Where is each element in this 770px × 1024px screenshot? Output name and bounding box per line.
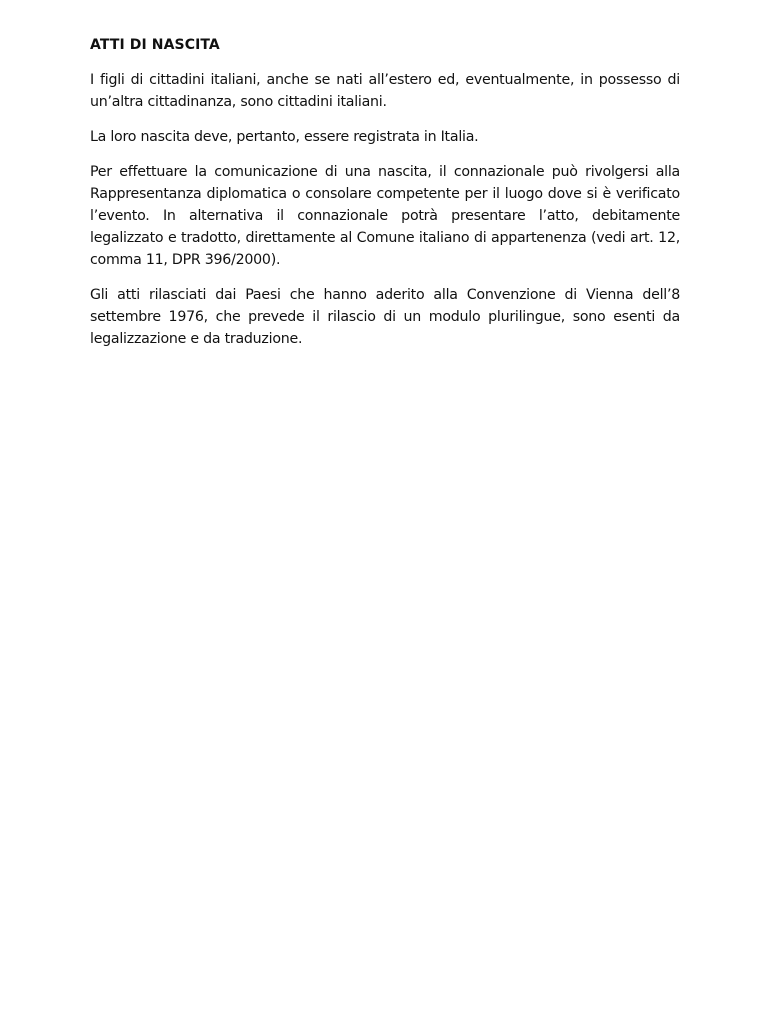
paragraph-registration: La loro nascita deve, pertanto, essere registrata in Italia.: [90, 129, 479, 145]
paragraph-vienna-convention: Gli atti rilasciati dai Paesi che hanno aderito alla Convenzione di Vienna dell’8 settembre 1976, che prevede il rilascio di un modulo plurilingue, sono esenti da legalizzazione e da traduzione.: [90, 287, 680, 347]
paragraph-communication: Per effettuare la comunicazione di una nascita, il connazionale può rivolgersi alla Rappresentanza diplomatica o consolare competente per il luogo dove si è verificato l’evento. In alternativa il connazionale potrà presentare l’atto, debitamente legalizzato e tradotto, direttamente al Comune italiano di appartenenza (vedi art. 12, comma 11, DPR 396/2000).: [90, 164, 680, 268]
document-title: ATTI DI NASCITA: [90, 37, 220, 53]
document-page: [90, 34, 680, 363]
paragraph-citizenship: I figli di cittadini italiani, anche se nati all’estero ed, eventualmente, in possesso di un’altra cittadinanza, sono cittadini italiani.: [90, 72, 680, 110]
